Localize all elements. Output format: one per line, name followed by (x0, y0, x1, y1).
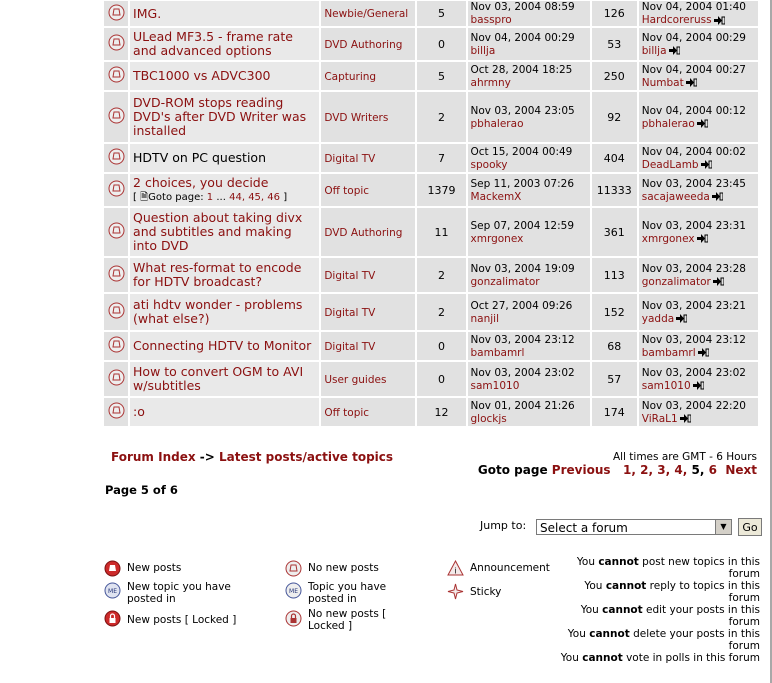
last-post-arrow-icon[interactable] (711, 275, 724, 288)
topic-views-cell (592, 294, 637, 330)
topic-last-user-link[interactable]: DeadLamb (641, 158, 699, 171)
topic-lastpost-cell (639, 398, 758, 426)
topic-row (104, 294, 758, 330)
last-post-arrow-icon[interactable] (710, 190, 723, 203)
announcement-icon (447, 560, 464, 577)
jump-to-label: Jump to: (480, 519, 527, 532)
topic-replies: 0 (437, 37, 445, 51)
topic-views-cell (592, 258, 637, 292)
topic-author-date: Nov 03, 2004 23:05 (470, 104, 575, 117)
topic-views-cell (592, 28, 637, 60)
topic-forum-link[interactable]: DVD Writers (324, 111, 389, 124)
topic-replies: 12 (434, 405, 449, 419)
topic-last-date: Nov 04, 2004 01:40 (641, 1, 746, 13)
topic-last-user-link[interactable]: Hardcoreruss (641, 14, 712, 26)
last-post-arrow-icon[interactable] (712, 13, 725, 26)
topic-author-date: Nov 04, 2004 00:29 (470, 31, 575, 44)
topic-views: 250 (603, 69, 625, 83)
go-button[interactable]: Go (738, 518, 762, 536)
last-post-arrow-icon[interactable] (691, 379, 704, 392)
topic-forum-link[interactable]: DVD Authoring (324, 38, 403, 51)
topic-forum-cell (321, 294, 415, 330)
topic-replies-cell (417, 398, 465, 426)
topic-replies: 0 (437, 339, 445, 353)
topic-status-cell (104, 258, 128, 292)
topic-replies: 11 (434, 225, 449, 239)
topic-views-cell (592, 62, 637, 90)
permission-line (550, 556, 760, 580)
topic-author-date: Oct 15, 2004 00:49 (470, 145, 573, 158)
permission-post: reply to topics in this forum (649, 580, 760, 604)
legend-sticky: Sticky (470, 586, 502, 598)
no-new-posts-icon (108, 343, 125, 356)
topic-last-user-link[interactable]: yadda (641, 312, 675, 325)
topic-status-cell (104, 144, 128, 172)
topic-last-date: Nov 03, 2004 23:45 (641, 177, 746, 190)
no-new-me-icon (285, 582, 302, 599)
topic-last-user-link[interactable]: sam1010 (641, 379, 691, 392)
topic-author-cell (468, 92, 590, 142)
topic-status-cell (104, 362, 128, 396)
permission-bold: cannot (589, 628, 630, 640)
permission-line (550, 604, 760, 628)
topic-author-cell (468, 332, 590, 360)
topic-forum-link[interactable]: Digital TV (324, 306, 376, 319)
permission-post: post new topics in this forum (642, 556, 760, 580)
topic-author-date: Oct 28, 2004 18:25 (470, 63, 573, 76)
topic-row (104, 144, 758, 172)
topic-author-date: Oct 27, 2004 09:26 (470, 299, 573, 312)
topic-author-link[interactable]: xmrgonex (470, 232, 524, 245)
permission-bold: cannot (605, 580, 647, 592)
topic-last-user-link[interactable]: Numbat (641, 76, 684, 89)
svg-text:ME: ME (108, 588, 117, 595)
topic-title-link[interactable]: ULead MF3.5 - frame rate and advanced options (133, 29, 293, 58)
page-link[interactable]: 4, (674, 463, 688, 477)
topic-author-link[interactable]: sam1010 (470, 379, 520, 392)
topic-author-cell (468, 144, 590, 172)
legend-announcement: Announcement (470, 562, 550, 574)
jump-forum-selected: Select a forum (540, 521, 628, 535)
topic-author-link[interactable]: MackemX (470, 190, 522, 203)
last-post-arrow-icon[interactable] (695, 117, 708, 130)
permission-pre: You (584, 580, 603, 592)
topic-forum-cell (321, 398, 415, 426)
topic-author-cell (468, 28, 590, 60)
topic-views: 404 (603, 151, 625, 165)
topic-title-link[interactable]: How to convert OGM to AVI w/subtitles (133, 364, 304, 393)
topic-author-cell (468, 208, 590, 256)
no-new-posts-icon (285, 560, 302, 577)
topic-author-link[interactable]: pbhalerao (470, 117, 524, 130)
topic-views: 11333 (596, 183, 632, 197)
topic-author-link[interactable]: basspro (470, 14, 512, 26)
topic-title-cell (130, 28, 319, 60)
topic-last-user-link[interactable]: pbhalerao (641, 117, 695, 130)
breadcrumb (111, 450, 393, 464)
topic-forum-cell (321, 28, 415, 60)
permission-post: delete your posts in this forum (633, 628, 760, 652)
no-new-posts-icon (108, 11, 125, 24)
topic-title-cell (130, 398, 319, 426)
topic-title-cell (130, 362, 319, 396)
page-link[interactable]: 3, (657, 463, 671, 477)
topic-forum-cell (321, 208, 415, 256)
topic-forum-cell (321, 92, 415, 142)
last-post-arrow-icon[interactable] (684, 76, 697, 89)
no-new-posts-icon (108, 229, 125, 242)
topic-author-cell (468, 294, 590, 330)
topic-status-cell (104, 28, 128, 60)
topic-row (104, 208, 758, 256)
topic-row (104, 398, 758, 426)
topic-replies-cell (417, 174, 465, 206)
topic-replies: 1379 (427, 183, 456, 197)
topic-title-link[interactable]: Connecting HDTV to Monitor (133, 338, 312, 353)
topic-lastpost-cell (639, 62, 758, 90)
topic-author-link[interactable]: ahrmny (470, 76, 511, 89)
topic-replies: 5 (437, 69, 445, 83)
permission-bold: cannot (602, 604, 643, 616)
topic-author-cell (468, 62, 590, 90)
topic-lastpost-cell (639, 28, 758, 60)
topic-views-cell (592, 398, 637, 426)
sticky-icon (447, 583, 464, 600)
topic-title-cell (130, 294, 319, 330)
no-new-locked-icon (285, 610, 302, 627)
permission-pre: You (580, 604, 599, 616)
topic-views-cell (592, 362, 637, 396)
last-post-arrow-icon[interactable] (695, 232, 708, 245)
topic-author-cell (468, 398, 590, 426)
topic-forum-link[interactable]: Digital TV (324, 269, 376, 282)
topic-status-cell (104, 92, 128, 142)
legend-new-posts-locked: New posts [ Locked ] (127, 614, 237, 626)
topic-author-date: Nov 03, 2004 23:12 (470, 333, 575, 346)
topic-page-link: ... (216, 192, 226, 203)
topic-forum-cell (321, 62, 415, 90)
topic-lastpost-cell (639, 144, 758, 172)
topic-last-user-link[interactable]: sacajaweeda (641, 190, 710, 203)
topic-title-link[interactable]: What res-format to encode for HDTV broadcast? (133, 260, 302, 289)
topic-title-link[interactable]: Question about taking divx and subtitles and making into DVD (133, 210, 303, 253)
topic-forum-link[interactable]: Digital TV (324, 152, 376, 165)
topic-row (104, 258, 758, 292)
topic-forum-link[interactable]: Off topic (324, 406, 370, 419)
previous-page-link[interactable]: Previous (551, 463, 611, 477)
page-indicator: Page 5 of 6 (105, 483, 178, 497)
no-new-posts-icon (108, 114, 125, 127)
topics-table (102, 0, 760, 428)
topic-title-cell (130, 332, 319, 360)
topic-views-cell (592, 208, 637, 256)
forum-index-link[interactable]: Forum Index (111, 450, 196, 464)
page-icon: 🗎 (140, 192, 149, 203)
legend-no-new: No new posts (308, 562, 379, 574)
topic-forum-link[interactable]: Digital TV (324, 340, 376, 353)
topic-title-cell (130, 144, 319, 172)
topic-author-date: Nov 01, 2004 21:26 (470, 399, 575, 412)
topic-title-link[interactable]: TBC1000 vs ADVC300 (133, 68, 271, 83)
topic-author-cell (468, 174, 590, 206)
topic-status-cell (104, 294, 128, 330)
topic-forum-link[interactable]: Newbie/General (324, 8, 409, 20)
topic-author-link[interactable]: billja (470, 44, 496, 57)
topic-lastpost-cell (639, 294, 758, 330)
permission-line (550, 628, 760, 652)
topic-views: 92 (607, 110, 622, 124)
permission-bold: cannot (598, 556, 639, 568)
topic-views: 174 (603, 405, 625, 419)
topic-replies-cell (417, 332, 465, 360)
topic-status-cell (104, 208, 128, 256)
topic-replies: 5 (437, 7, 445, 20)
topic-title-cell (130, 62, 319, 90)
topic-author-date: Nov 03, 2004 19:09 (470, 262, 575, 275)
permission-pre: You (567, 628, 586, 640)
topic-views: 126 (603, 7, 625, 20)
last-post-arrow-icon[interactable] (699, 158, 712, 171)
jump-forum-select[interactable] (536, 519, 732, 535)
topic-views: 57 (607, 372, 622, 386)
timezone-note: All times are GMT - 6 Hours (612, 451, 757, 463)
topic-page-link[interactable]: 44, (229, 192, 245, 203)
topic-title-link[interactable]: 2 choices, you decide (133, 175, 269, 190)
topic-forum-cell (321, 258, 415, 292)
goto-page-label: Goto page (477, 463, 548, 477)
topic-lastpost-cell (639, 332, 758, 360)
topic-views: 53 (607, 37, 622, 51)
no-new-posts-icon (108, 187, 125, 200)
topic-replies-cell (417, 258, 465, 292)
topic-title-cell (130, 258, 319, 292)
permission-post: vote in polls in this forum (626, 652, 760, 664)
topic-lastpost-cell (639, 208, 758, 256)
topic-author-date: Nov 03, 2004 23:02 (470, 366, 575, 379)
topic-title-cell (130, 174, 319, 206)
topic-forum-link[interactable]: DVD Authoring (324, 226, 403, 239)
topic-title-link[interactable]: DVD-ROM stops reading DVD's after DVD Writer was installed (133, 95, 307, 138)
no-new-posts-icon (108, 309, 125, 322)
topic-goto-pages: [ 🗎Goto page: 1 ... 44, 45, 46 ] (133, 192, 288, 203)
topic-row (104, 1, 758, 26)
topic-replies-cell (417, 208, 465, 256)
topic-row (104, 62, 758, 90)
topic-views: 361 (603, 225, 625, 239)
topic-last-date: Nov 03, 2004 23:12 (641, 333, 746, 346)
page-link[interactable]: 1, (623, 463, 636, 477)
new-posts-me-icon (104, 582, 121, 599)
topic-lastpost-cell (639, 1, 758, 26)
topic-status-cell (104, 62, 128, 90)
permission-pre: You (576, 556, 595, 568)
topic-last-user-link[interactable]: billja (641, 44, 667, 57)
topic-forum-cell (321, 362, 415, 396)
topic-last-user-link[interactable]: ViRaL1 (641, 412, 678, 425)
latest-posts-link[interactable]: Latest posts/active topics (219, 450, 394, 464)
topic-status-cell (104, 1, 128, 26)
topic-forum-link[interactable]: Capturing (324, 70, 377, 83)
topic-replies-cell (417, 62, 465, 90)
topic-forum-cell (321, 144, 415, 172)
topic-last-user-link[interactable]: xmrgonex (641, 232, 695, 245)
topic-last-user-link[interactable]: gonzalimator (641, 275, 711, 288)
topic-row (104, 362, 758, 396)
current-page: 5, (691, 463, 705, 477)
topic-views: 113 (603, 268, 625, 282)
topic-title-link[interactable]: :o (133, 404, 145, 419)
topic-author-date: Nov 03, 2004 08:59 (470, 1, 575, 13)
new-posts-icon (104, 560, 121, 577)
topic-forum-link[interactable]: User guides (324, 373, 387, 386)
topic-lastpost-cell (639, 174, 758, 206)
topic-author-link[interactable]: bambamrl (470, 346, 525, 359)
legend-no-new-me: Topic you have posted in (308, 581, 387, 605)
topic-replies-cell (417, 92, 465, 142)
topic-status-cell (104, 174, 128, 206)
topic-replies: 0 (437, 372, 445, 386)
topic-page-link[interactable]: 1 (206, 192, 214, 203)
chevron-down-icon[interactable]: ▼ (715, 520, 731, 534)
permission-post: edit your posts in this forum (646, 604, 760, 628)
legend-new-posts: New posts (127, 562, 182, 574)
topic-page-link[interactable]: 45, (248, 192, 265, 203)
topic-views: 152 (603, 305, 625, 319)
last-post-arrow-icon[interactable] (667, 44, 680, 57)
breadcrumb-arrow: -> (199, 450, 215, 464)
svg-text:i: i (454, 566, 457, 576)
no-new-posts-icon (108, 376, 125, 389)
topic-last-date: Nov 03, 2004 23:21 (641, 299, 746, 312)
topic-last-date: Nov 03, 2004 22:20 (641, 399, 746, 412)
topic-last-date: Nov 03, 2004 23:02 (641, 366, 746, 379)
topic-forum-cell (321, 332, 415, 360)
topic-row (104, 28, 758, 60)
permission-line (550, 580, 760, 604)
topic-author-date: Sep 07, 2004 12:59 (470, 219, 574, 232)
topic-status-cell (104, 398, 128, 426)
topic-views-cell (592, 144, 637, 172)
topic-last-date: Nov 04, 2004 00:27 (641, 63, 746, 76)
topic-lastpost-cell (639, 362, 758, 396)
legend-no-new-locked: No new posts [ Locked ] (308, 608, 387, 632)
no-new-posts-icon (108, 155, 125, 168)
topic-page-link[interactable]: 46 (267, 192, 281, 203)
topic-author-cell (468, 1, 590, 26)
topic-lastpost-cell (639, 258, 758, 292)
topic-last-date: Nov 04, 2004 00:29 (641, 31, 746, 44)
no-new-posts-icon (108, 41, 125, 54)
topic-title-cell (130, 92, 319, 142)
topic-forum-link[interactable]: Off topic (324, 184, 370, 197)
permission-line (550, 652, 760, 664)
topic-author-cell (468, 362, 590, 396)
topic-replies-cell (417, 294, 465, 330)
topic-replies: 2 (437, 110, 445, 124)
topic-replies: 2 (437, 268, 445, 282)
last-post-arrow-icon[interactable] (674, 312, 687, 325)
no-new-posts-icon (108, 409, 125, 422)
topic-row (104, 332, 758, 360)
legend-new-posts-me: New topic you have posted in (127, 581, 231, 605)
topic-author-link[interactable]: glockjs (470, 412, 507, 425)
no-new-posts-icon (108, 73, 125, 86)
new-posts-locked-icon (104, 610, 121, 627)
topic-author-link[interactable]: gonzalimator (470, 275, 540, 288)
next-page-link[interactable]: Next (725, 463, 757, 477)
topic-author-cell (468, 258, 590, 292)
topic-title-link[interactable]: IMG. (133, 5, 162, 21)
topic-row (104, 174, 758, 206)
permission-bold: cannot (582, 652, 623, 664)
topic-author-date: Sep 11, 2003 07:26 (470, 177, 574, 190)
topic-replies-cell (417, 1, 465, 26)
topic-last-user-link[interactable]: bambamrl (641, 346, 696, 359)
topic-author-link[interactable]: nanjil (470, 312, 500, 325)
page-link[interactable]: 2, (640, 463, 654, 477)
no-new-posts-icon (108, 272, 125, 285)
topic-last-date: Nov 04, 2004 00:12 (641, 104, 746, 117)
topic-replies: 2 (437, 305, 445, 319)
topic-views-cell (592, 174, 637, 206)
topic-last-date: Nov 04, 2004 00:02 (641, 145, 746, 158)
topic-last-date: Nov 03, 2004 23:28 (641, 262, 746, 275)
permission-pre: You (560, 652, 579, 664)
topic-replies-cell (417, 144, 465, 172)
topic-views-cell (592, 332, 637, 360)
topic-lastpost-cell (639, 92, 758, 142)
topic-forum-cell (321, 1, 415, 26)
goto-pages (478, 463, 757, 477)
svg-text:ME: ME (289, 588, 298, 595)
topic-author-link[interactable]: spooky (470, 158, 508, 171)
topic-title-cell (130, 208, 319, 256)
last-post-arrow-icon[interactable] (678, 412, 691, 425)
topic-replies-cell (417, 362, 465, 396)
topic-views-cell (592, 1, 637, 26)
topic-replies-cell (417, 28, 465, 60)
topic-goto-label: Goto page: (148, 192, 204, 203)
topic-title-link[interactable]: HDTV on PC question (133, 150, 267, 165)
topic-views-cell (592, 92, 637, 142)
topic-last-date: Nov 03, 2004 23:31 (641, 219, 746, 232)
last-post-arrow-icon[interactable] (696, 346, 709, 359)
topic-status-cell (104, 332, 128, 360)
page-link[interactable]: 6 (708, 463, 717, 477)
topic-row (104, 92, 758, 142)
topic-views: 68 (607, 339, 622, 353)
topic-forum-cell (321, 174, 415, 206)
topic-replies: 7 (437, 151, 445, 165)
topic-title-link[interactable]: ati hdtv wonder - problems (what else?) (133, 297, 303, 326)
topic-title-cell (130, 1, 319, 26)
